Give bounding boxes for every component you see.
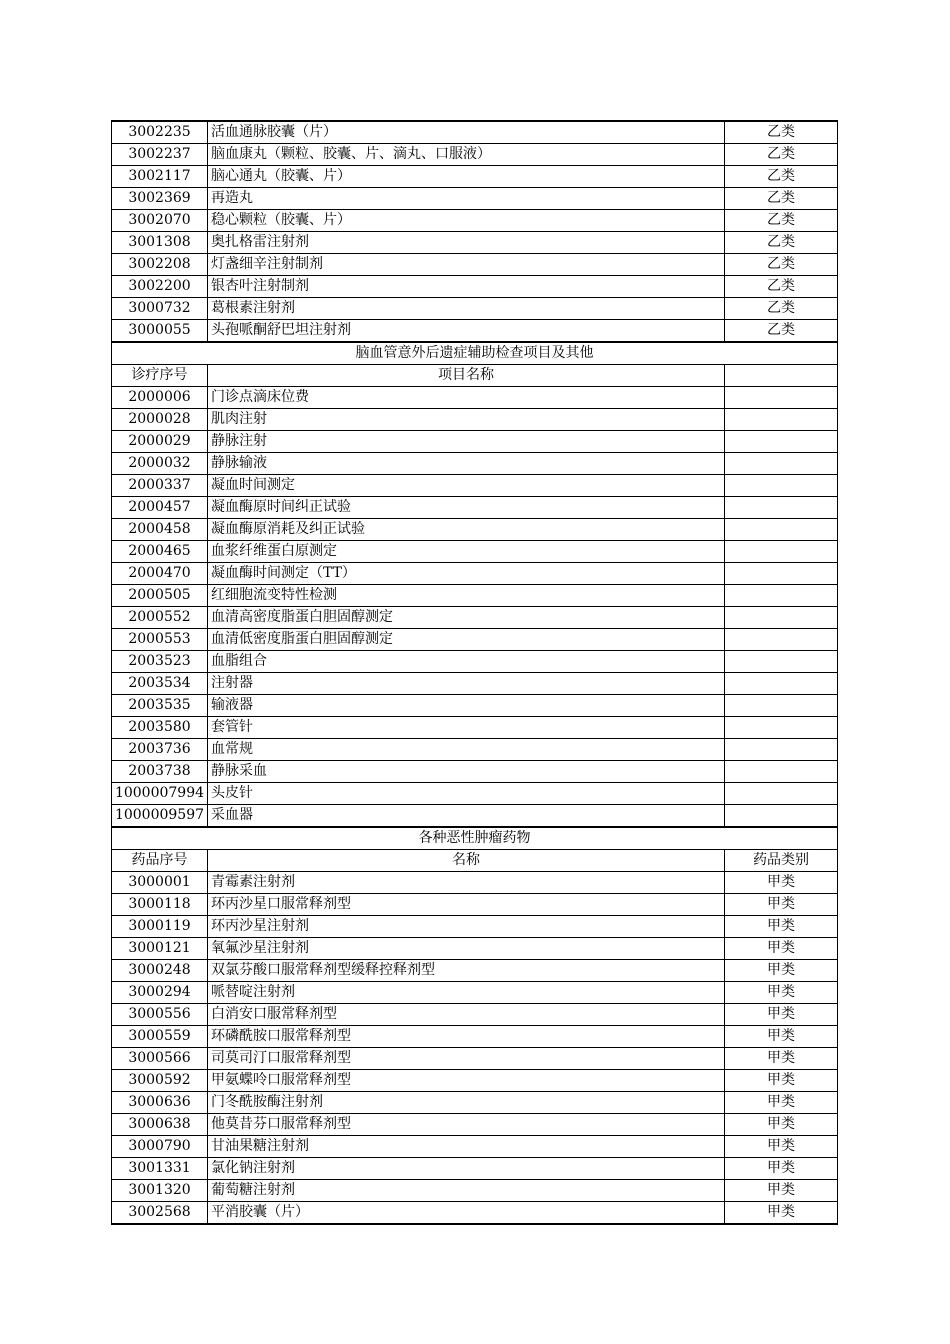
item-code-cell: 3002070 <box>112 210 208 232</box>
item-name-cell: 肌肉注射 <box>208 409 725 431</box>
table-row <box>112 761 838 783</box>
item-code-cell: 3000119 <box>112 916 208 938</box>
item-category-cell: 甲类 <box>725 894 838 916</box>
item-category-cell: 甲类 <box>725 872 838 894</box>
item-name-cell: 奥扎格雷注射剂 <box>208 232 725 254</box>
table-row <box>112 144 838 166</box>
column-header-code: 药品序号 <box>112 850 208 872</box>
column-header-category: 药品类别 <box>725 850 838 872</box>
item-name-cell: 甘油果糖注射剂 <box>208 1136 725 1158</box>
item-name-cell: 哌替啶注射剂 <box>208 982 725 1004</box>
table-row <box>112 232 838 254</box>
item-category-cell: 乙类 <box>725 232 838 254</box>
item-category-cell: 甲类 <box>725 1026 838 1048</box>
item-category-cell <box>725 519 838 541</box>
item-name-cell: 静脉输液 <box>208 453 725 475</box>
item-code-cell: 3000732 <box>112 298 208 320</box>
table-row <box>112 1114 838 1136</box>
item-name-cell: 凝血酶时间测定（TT） <box>208 563 725 585</box>
item-name-cell: 甲氨蝶呤口服常释剂型 <box>208 1070 725 1092</box>
item-name-cell: 双氯芬酸口服常释剂型缓释控释剂型 <box>208 960 725 982</box>
table-row <box>112 541 838 563</box>
item-name-cell: 头皮针 <box>208 783 725 805</box>
item-category-cell: 甲类 <box>725 1158 838 1180</box>
table-row <box>112 938 838 960</box>
item-name-cell: 葛根素注射剂 <box>208 298 725 320</box>
item-category-cell: 乙类 <box>725 188 838 210</box>
table-row <box>112 519 838 541</box>
table-row <box>112 651 838 673</box>
item-name-cell: 注射器 <box>208 673 725 695</box>
item-category-cell: 乙类 <box>725 298 838 320</box>
item-name-cell: 凝血酶原时间纠正试验 <box>208 497 725 519</box>
item-code-cell: 2000032 <box>112 453 208 475</box>
table-row <box>112 563 838 585</box>
table-row <box>112 210 838 232</box>
item-code-cell: 2003523 <box>112 651 208 673</box>
table-row <box>112 1158 838 1180</box>
item-category-cell: 甲类 <box>725 1114 838 1136</box>
item-category-cell: 乙类 <box>725 144 838 166</box>
item-category-cell <box>725 695 838 717</box>
item-category-cell: 乙类 <box>725 210 838 232</box>
column-header-row <box>112 850 838 872</box>
item-code-cell: 1000009597 <box>112 805 208 828</box>
item-code-cell: 3000790 <box>112 1136 208 1158</box>
item-code-cell: 3000294 <box>112 982 208 1004</box>
item-category-cell <box>725 475 838 497</box>
item-code-cell: 3001320 <box>112 1180 208 1202</box>
item-category-cell: 甲类 <box>725 1092 838 1114</box>
item-category-cell: 甲类 <box>725 1180 838 1202</box>
item-code-cell: 1000007994 <box>112 783 208 805</box>
item-code-cell: 3000566 <box>112 1048 208 1070</box>
item-code-cell: 2003736 <box>112 739 208 761</box>
item-code-cell: 2000028 <box>112 409 208 431</box>
item-code-cell: 3000118 <box>112 894 208 916</box>
table-row <box>112 1048 838 1070</box>
item-code-cell: 3002117 <box>112 166 208 188</box>
item-category-cell <box>725 739 838 761</box>
item-code-cell: 3002208 <box>112 254 208 276</box>
item-name-cell: 静脉注射 <box>208 431 725 453</box>
item-category-cell <box>725 453 838 475</box>
item-name-cell: 环磷酰胺口服常释剂型 <box>208 1026 725 1048</box>
item-name-cell: 红细胞流变特性检测 <box>208 585 725 607</box>
table-row <box>112 783 838 805</box>
table-row <box>112 298 838 320</box>
item-category-cell: 乙类 <box>725 320 838 343</box>
item-code-cell: 3000592 <box>112 1070 208 1092</box>
item-name-cell: 环丙沙星注射剂 <box>208 916 725 938</box>
item-category-cell <box>725 431 838 453</box>
item-code-cell: 2000029 <box>112 431 208 453</box>
item-name-cell: 灯盏细辛注射制剂 <box>208 254 725 276</box>
item-name-cell: 血清高密度脂蛋白胆固醇测定 <box>208 607 725 629</box>
table-row <box>112 717 838 739</box>
table-row <box>112 387 838 409</box>
table-row <box>112 166 838 188</box>
item-code-cell: 3001331 <box>112 1158 208 1180</box>
item-category-cell: 甲类 <box>725 960 838 982</box>
item-name-cell: 门冬酰胺酶注射剂 <box>208 1092 725 1114</box>
item-code-cell: 2000505 <box>112 585 208 607</box>
table-row <box>112 1202 838 1225</box>
item-name-cell: 门诊点滴床位费 <box>208 387 725 409</box>
item-category-cell <box>725 783 838 805</box>
item-name-cell: 血清低密度脂蛋白胆固醇测定 <box>208 629 725 651</box>
item-category-cell: 甲类 <box>725 1070 838 1092</box>
table-row <box>112 497 838 519</box>
item-name-cell: 银杏叶注射制剂 <box>208 276 725 298</box>
item-category-cell <box>725 651 838 673</box>
table-row <box>112 916 838 938</box>
item-category-cell <box>725 717 838 739</box>
item-code-cell: 3000636 <box>112 1092 208 1114</box>
table-row <box>112 1070 838 1092</box>
item-name-cell: 环丙沙星口服常释剂型 <box>208 894 725 916</box>
item-name-cell: 凝血时间测定 <box>208 475 725 497</box>
item-code-cell: 2000465 <box>112 541 208 563</box>
item-category-cell: 甲类 <box>725 982 838 1004</box>
table-row <box>112 805 838 828</box>
item-name-cell: 平消胶囊（片） <box>208 1202 725 1225</box>
item-name-cell: 采血器 <box>208 805 725 828</box>
item-category-cell <box>725 541 838 563</box>
item-code-cell: 3000121 <box>112 938 208 960</box>
item-category-cell <box>725 673 838 695</box>
item-code-cell: 2000006 <box>112 387 208 409</box>
item-name-cell: 血脂组合 <box>208 651 725 673</box>
table-row <box>112 960 838 982</box>
item-code-cell: 2000470 <box>112 563 208 585</box>
item-code-cell: 3002237 <box>112 144 208 166</box>
item-name-cell: 司莫司汀口服常释剂型 <box>208 1048 725 1070</box>
table-row <box>112 1136 838 1158</box>
item-code-cell: 2000337 <box>112 475 208 497</box>
item-category-cell: 乙类 <box>725 166 838 188</box>
item-name-cell: 静脉采血 <box>208 761 725 783</box>
table-row <box>112 695 838 717</box>
item-category-cell <box>725 629 838 651</box>
table-row <box>112 1004 838 1026</box>
item-name-cell: 输液器 <box>208 695 725 717</box>
item-code-cell: 3001308 <box>112 232 208 254</box>
item-name-cell: 脑心通丸（胶囊、片） <box>208 166 725 188</box>
item-code-cell: 2003535 <box>112 695 208 717</box>
section-title-row <box>112 342 838 365</box>
table-row <box>112 607 838 629</box>
item-name-cell: 氯化钠注射剂 <box>208 1158 725 1180</box>
table-row <box>112 475 838 497</box>
item-code-cell: 2003580 <box>112 717 208 739</box>
item-category-cell <box>725 585 838 607</box>
item-code-cell: 3000248 <box>112 960 208 982</box>
item-category-cell <box>725 563 838 585</box>
table-row <box>112 121 838 144</box>
table-row <box>112 188 838 210</box>
item-code-cell: 2000553 <box>112 629 208 651</box>
item-name-cell: 凝血酶原消耗及纠正试验 <box>208 519 725 541</box>
table-row <box>112 739 838 761</box>
item-category-cell: 甲类 <box>725 1004 838 1026</box>
table-row <box>112 585 838 607</box>
item-category-cell <box>725 497 838 519</box>
item-name-cell: 再造丸 <box>208 188 725 210</box>
column-header-row <box>112 365 838 387</box>
column-header-category <box>725 365 838 387</box>
table-row <box>112 1026 838 1048</box>
section-title-row <box>112 827 838 850</box>
item-category-cell <box>725 761 838 783</box>
item-category-cell: 甲类 <box>725 938 838 960</box>
item-code-cell: 3000556 <box>112 1004 208 1026</box>
item-code-cell: 3002200 <box>112 276 208 298</box>
table-row <box>112 453 838 475</box>
drug-list-table <box>111 120 838 1225</box>
item-category-cell: 乙类 <box>725 254 838 276</box>
column-header-name: 名称 <box>208 850 725 872</box>
item-category-cell: 乙类 <box>725 276 838 298</box>
item-code-cell: 3002568 <box>112 1202 208 1225</box>
table-row <box>112 320 838 343</box>
item-category-cell: 甲类 <box>725 916 838 938</box>
item-category-cell <box>725 409 838 431</box>
item-code-cell: 3000001 <box>112 872 208 894</box>
section-title: 各种恶性肿瘤药物 <box>112 827 838 850</box>
section-title: 脑血管意外后遗症辅助检查项目及其他 <box>112 342 838 365</box>
table-row <box>112 431 838 453</box>
column-header-name: 项目名称 <box>208 365 725 387</box>
item-code-cell: 2000458 <box>112 519 208 541</box>
item-name-cell: 活血通脉胶囊（片） <box>208 121 725 144</box>
item-name-cell: 血浆纤维蛋白原测定 <box>208 541 725 563</box>
item-name-cell: 葡萄糖注射剂 <box>208 1180 725 1202</box>
table-row <box>112 276 838 298</box>
item-code-cell: 3000559 <box>112 1026 208 1048</box>
column-header-code: 诊疗序号 <box>112 365 208 387</box>
item-category-cell: 甲类 <box>725 1136 838 1158</box>
item-code-cell: 3000055 <box>112 320 208 343</box>
item-code-cell: 2000457 <box>112 497 208 519</box>
item-name-cell: 脑血康丸（颗粒、胶囊、片、滴丸、口服液） <box>208 144 725 166</box>
item-category-cell <box>725 607 838 629</box>
table-row <box>112 1180 838 1202</box>
item-category-cell: 甲类 <box>725 1202 838 1225</box>
table-row <box>112 894 838 916</box>
table-row <box>112 982 838 1004</box>
item-category-cell <box>725 387 838 409</box>
item-category-cell: 甲类 <box>725 1048 838 1070</box>
item-code-cell: 2000552 <box>112 607 208 629</box>
table-row <box>112 872 838 894</box>
item-name-cell: 稳心颗粒（胶囊、片） <box>208 210 725 232</box>
item-code-cell: 2003534 <box>112 673 208 695</box>
table-row <box>112 673 838 695</box>
item-name-cell: 氧氟沙星注射剂 <box>208 938 725 960</box>
table-row <box>112 1092 838 1114</box>
item-code-cell: 3002235 <box>112 121 208 144</box>
item-code-cell: 3000638 <box>112 1114 208 1136</box>
drug-list-body <box>112 121 838 1224</box>
table-row <box>112 629 838 651</box>
item-name-cell: 套管针 <box>208 717 725 739</box>
table-row <box>112 409 838 431</box>
item-name-cell: 青霉素注射剂 <box>208 872 725 894</box>
item-name-cell: 他莫昔芬口服常释剂型 <box>208 1114 725 1136</box>
item-name-cell: 白消安口服常释剂型 <box>208 1004 725 1026</box>
table-row <box>112 254 838 276</box>
item-code-cell: 2003738 <box>112 761 208 783</box>
item-category-cell: 乙类 <box>725 121 838 144</box>
item-code-cell: 3002369 <box>112 188 208 210</box>
item-category-cell <box>725 805 838 828</box>
item-name-cell: 血常规 <box>208 739 725 761</box>
item-name-cell: 头孢哌酮舒巴坦注射剂 <box>208 320 725 343</box>
